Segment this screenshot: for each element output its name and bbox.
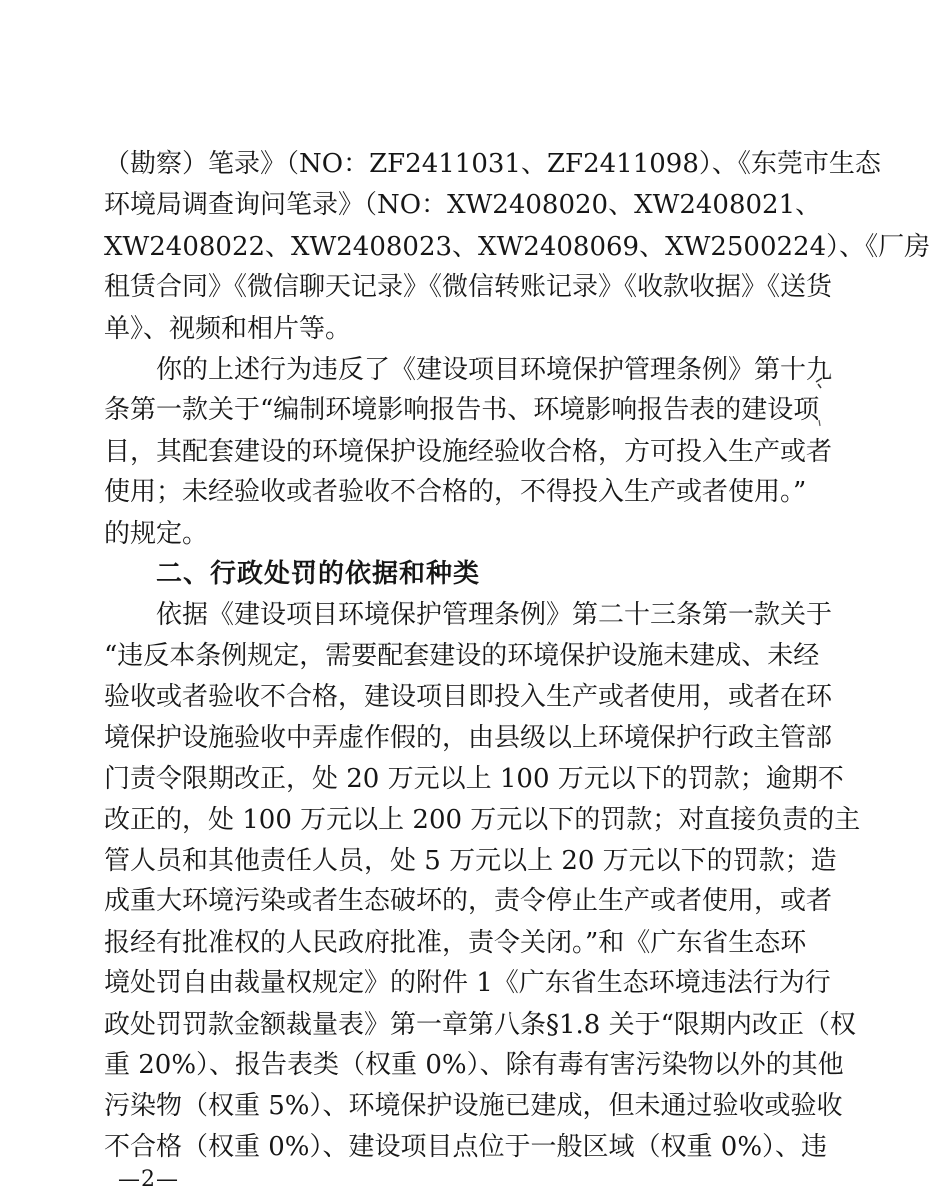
body-line: 污染物（权重 5%）、环境保护设施已建成，但未通过验收或验收 bbox=[104, 1091, 843, 1121]
body-line: 境保护设施验收中弄虚作假的，由县级以上环境保护行政主管部 bbox=[104, 723, 833, 753]
body-line: 使用；未经验收或者验收不合格的，不得投入生产或者使用。” bbox=[104, 477, 807, 507]
body-line: 重 20%）、报告表类（权重 0%）、除有毒有害污染物以外的其他 bbox=[104, 1050, 844, 1080]
body-line: 不合格（权重 0%）、建设项目点位于一般区域（权重 0%）、违 bbox=[104, 1132, 828, 1162]
paragraph-first-line: 依据《建设项目环境保护管理条例》第二十三条第一款关于 bbox=[156, 600, 833, 630]
body-line: 的规定。 bbox=[104, 519, 209, 549]
body-line: “违反本条例规定，需要配套建设的环境保护设施未建成、未经 bbox=[104, 641, 820, 671]
body-line: XW2408022、XW2408023、XW2408069、XW2500224）、《厂房 bbox=[104, 232, 930, 262]
body-line: 环境局调查询问笔录》（NO：XW2408020、XW2408021、 bbox=[104, 190, 822, 220]
body-line: 境处罚自由裁量权规定》的附件 1《广东省生态环境违法行为行 bbox=[104, 968, 831, 998]
paragraph-first-line: 你的上述行为违反了《建设项目环境保护管理条例》第十九 bbox=[156, 355, 833, 385]
body-line: 验收或者验收不合格，建设项目即投入生产或者使用，或者在环 bbox=[104, 682, 833, 712]
body-line: 租赁合同》《微信聊天记录》《微信转账记录》《收款收据》《送货 bbox=[104, 272, 833, 302]
body-line: 单》、视频和相片等。 bbox=[104, 314, 352, 344]
body-line: 管人员和其他责任人员，处 5 万元以上 20 万元以下的罚款；造 bbox=[104, 846, 837, 876]
body-line: （勘察）笔录》（NO：ZF2411031、ZF2411098）、《东莞市生态 bbox=[104, 149, 881, 179]
body-line: 政处罚罚款金额裁量表》第一章第八条§1.8 关于“限期内改正（权 bbox=[104, 1010, 856, 1040]
body-line: 改正的，处 100 万元以上 200 万元以下的罚款；对直接负责的主 bbox=[104, 805, 861, 835]
body-line: 成重大环境污染或者生态破坏的，责令停止生产或者使用，或者 bbox=[104, 886, 833, 916]
body-line: 报经有批准权的人民政府批准，责令关闭。”和《广东省生态环 bbox=[104, 928, 807, 958]
section-heading: 二、行政处罚的依据和种类 bbox=[156, 559, 481, 589]
scan-mark-icon bbox=[812, 376, 826, 436]
body-line: 条第一款关于“编制环境影响报告书、环境影响报告表的建设项 bbox=[104, 395, 820, 425]
body-line: 目，其配套建设的环境保护设施经验收合格，方可投入生产或者 bbox=[104, 437, 833, 467]
page-number: —2— bbox=[118, 1167, 179, 1192]
body-line: 门责令限期改正，处 20 万元以上 100 万元以下的罚款；逾期不 bbox=[104, 764, 844, 794]
